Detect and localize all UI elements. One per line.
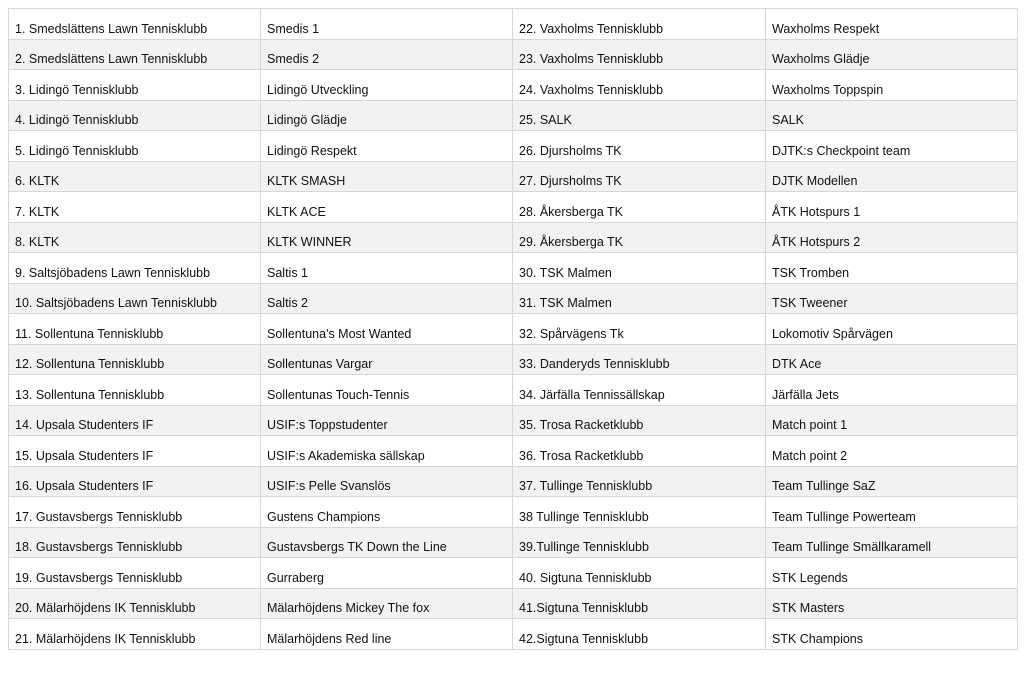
team-cell	[261, 283, 513, 314]
cell-text: USIF:s Toppstudenter	[267, 418, 388, 432]
club-cell	[513, 222, 766, 253]
club-cell	[513, 70, 766, 101]
cell-text: Gustens Champions	[267, 509, 381, 524]
table-row	[9, 619, 1018, 650]
team-cell	[261, 588, 513, 619]
team-cell	[261, 161, 513, 192]
club-cell	[9, 344, 261, 375]
cell-text: 10. Saltsjöbadens Lawn Tennisklubb	[15, 296, 217, 310]
team-cell	[261, 192, 513, 223]
cell-text: 6. KLTK	[15, 174, 60, 188]
cell-text: 2. Smedslättens Lawn Tennisklubb	[15, 52, 208, 66]
cell-text: Järfälla Jets	[772, 387, 839, 402]
table-row	[9, 161, 1018, 192]
team-cell	[766, 466, 1018, 497]
club-cell	[513, 588, 766, 619]
club-cell	[513, 436, 766, 467]
cell-text: 39.Tullinge Tennisklubb	[519, 540, 649, 554]
cell-text: 7. KLTK	[15, 204, 60, 219]
team-cell	[261, 222, 513, 253]
cell-text: Smedis 1	[267, 21, 320, 36]
team-cell	[261, 9, 513, 40]
team-cell	[766, 253, 1018, 284]
cell-text: TSK Tromben	[772, 265, 850, 280]
club-cell	[9, 192, 261, 223]
club-cell	[9, 588, 261, 619]
club-cell	[9, 314, 261, 345]
cell-text: Waxholms Toppspin	[772, 82, 884, 97]
cell-text: Waxholms Respekt	[772, 21, 880, 36]
team-cell	[261, 436, 513, 467]
club-cell	[513, 619, 766, 650]
team-cell	[766, 39, 1018, 70]
cell-text: Saltis 1	[267, 265, 308, 280]
team-cell	[261, 314, 513, 345]
team-cell	[766, 527, 1018, 558]
cell-text: 12. Sollentuna Tennisklubb	[15, 357, 165, 371]
cell-text: USIF:s Akademiska sällskap	[267, 448, 425, 463]
cell-text: Waxholms Glädje	[772, 52, 870, 66]
team-cell	[261, 405, 513, 436]
cell-text: 15. Upsala Studenters IF	[15, 448, 154, 463]
club-cell	[513, 466, 766, 497]
team-cell	[766, 100, 1018, 131]
team-cell	[766, 619, 1018, 650]
cell-text: 3. Lidingö Tennisklubb	[15, 82, 139, 97]
cell-text: Gurraberg	[267, 570, 324, 585]
teams-table-body	[9, 9, 1018, 650]
team-cell	[766, 588, 1018, 619]
cell-text: 36. Trosa Racketklubb	[519, 448, 644, 463]
cell-text: Lidingö Respekt	[267, 143, 357, 158]
club-cell	[513, 9, 766, 40]
team-cell	[766, 131, 1018, 162]
club-cell	[9, 558, 261, 589]
club-cell	[513, 558, 766, 589]
team-cell	[261, 70, 513, 101]
table-row	[9, 466, 1018, 497]
club-cell	[513, 100, 766, 131]
team-cell	[766, 405, 1018, 436]
club-cell	[513, 192, 766, 223]
cell-text: STK Masters	[772, 601, 845, 615]
table-row	[9, 100, 1018, 131]
club-cell	[513, 527, 766, 558]
club-cell	[513, 253, 766, 284]
cell-text: Mälarhöjdens Mickey The fox	[267, 601, 430, 615]
cell-text: Sollentunas Touch-Tennis	[267, 387, 410, 402]
cell-text: 25. SALK	[519, 113, 572, 127]
club-cell	[513, 375, 766, 406]
cell-text: 32. Spårvägens Tk	[519, 326, 624, 341]
cell-text: 19. Gustavsbergs Tennisklubb	[15, 570, 183, 585]
table-row	[9, 405, 1018, 436]
cell-text: 27. Djursholms TK	[519, 174, 622, 188]
cell-text: DJTK Modellen	[772, 174, 858, 188]
table-row	[9, 253, 1018, 284]
club-cell	[513, 314, 766, 345]
cell-text: 14. Upsala Studenters IF	[15, 418, 154, 432]
team-cell	[766, 436, 1018, 467]
club-cell	[513, 283, 766, 314]
cell-text: 1. Smedslättens Lawn Tennisklubb	[15, 21, 208, 36]
cell-text: 40. Sigtuna Tennisklubb	[519, 570, 652, 585]
cell-text: Sollentuna's Most Wanted	[267, 326, 412, 341]
club-cell	[9, 497, 261, 528]
cell-text: 26. Djursholms TK	[519, 143, 622, 158]
cell-text: 22. Vaxholms Tennisklubb	[519, 21, 664, 36]
club-cell	[9, 222, 261, 253]
cell-text: 17. Gustavsbergs Tennisklubb	[15, 509, 183, 524]
club-cell	[513, 405, 766, 436]
table-row	[9, 131, 1018, 162]
club-cell	[9, 9, 261, 40]
club-cell	[9, 466, 261, 497]
table-row	[9, 70, 1018, 101]
club-cell	[513, 344, 766, 375]
team-cell	[766, 314, 1018, 345]
cell-text: 30. TSK Malmen	[519, 265, 612, 280]
cell-text: 13. Sollentuna Tennisklubb	[15, 387, 165, 402]
cell-text: STK Champions	[772, 631, 864, 646]
team-cell	[261, 131, 513, 162]
team-cell	[261, 39, 513, 70]
cell-text: Match point 2	[772, 448, 848, 463]
cell-text: Smedis 2	[267, 52, 320, 66]
cell-text: USIF:s Pelle Svanslös	[267, 479, 391, 493]
table-row	[9, 39, 1018, 70]
team-cell	[766, 161, 1018, 192]
cell-text: 18. Gustavsbergs Tennisklubb	[15, 540, 183, 554]
cell-text: Team Tullinge SaZ	[772, 479, 876, 493]
cell-text: ÅTK Hotspurs 2	[772, 235, 861, 249]
cell-text: Sollentunas Vargar	[267, 357, 373, 371]
cell-text: KLTK ACE	[267, 204, 326, 219]
table-row	[9, 314, 1018, 345]
club-cell	[513, 131, 766, 162]
cell-text: KLTK SMASH	[267, 174, 346, 188]
cell-text: 9. Saltsjöbadens Lawn Tennisklubb	[15, 265, 211, 280]
cell-text: TSK Tweener	[772, 296, 848, 310]
team-cell	[766, 497, 1018, 528]
cell-text: 42.Sigtuna Tennisklubb	[519, 631, 649, 646]
cell-text: Saltis 2	[267, 296, 308, 310]
cell-text: 20. Mälarhöjdens IK Tennisklubb	[15, 601, 196, 615]
club-cell	[513, 161, 766, 192]
cell-text: Team Tullinge Powerteam	[772, 509, 916, 524]
team-cell	[766, 9, 1018, 40]
team-cell	[261, 375, 513, 406]
team-cell	[766, 375, 1018, 406]
cell-text: 33. Danderyds Tennisklubb	[519, 357, 670, 371]
cell-text: 34. Järfälla Tennissällskap	[519, 387, 665, 402]
cell-text: DTK Ace	[772, 357, 822, 371]
table-row	[9, 527, 1018, 558]
cell-text: Match point 1	[772, 418, 848, 432]
cell-text: 31. TSK Malmen	[519, 296, 612, 310]
team-cell	[261, 100, 513, 131]
cell-text: 41.Sigtuna Tennisklubb	[519, 601, 649, 615]
cell-text: Team Tullinge Smällkaramell	[772, 540, 932, 554]
team-cell	[261, 558, 513, 589]
club-cell	[9, 161, 261, 192]
team-cell	[261, 527, 513, 558]
club-cell	[513, 497, 766, 528]
cell-text: 5. Lidingö Tennisklubb	[15, 143, 139, 158]
team-cell	[261, 344, 513, 375]
team-cell	[261, 466, 513, 497]
cell-text: 4. Lidingö Tennisklubb	[15, 113, 139, 127]
cell-text: 16. Upsala Studenters IF	[15, 479, 154, 493]
cell-text: Lokomotiv Spårvägen	[772, 326, 893, 341]
cell-text: 28. Åkersberga TK	[519, 204, 623, 219]
cell-text: SALK	[772, 113, 804, 127]
club-cell	[9, 253, 261, 284]
club-cell	[9, 527, 261, 558]
club-cell	[9, 436, 261, 467]
table-row	[9, 283, 1018, 314]
table-row	[9, 9, 1018, 40]
team-cell	[766, 192, 1018, 223]
table-row	[9, 497, 1018, 528]
cell-text: 38 Tullinge Tennisklubb	[519, 509, 649, 524]
club-cell	[9, 131, 261, 162]
table-row	[9, 344, 1018, 375]
club-cell	[9, 375, 261, 406]
club-cell	[513, 39, 766, 70]
table-row	[9, 192, 1018, 223]
team-cell	[766, 222, 1018, 253]
table-row	[9, 222, 1018, 253]
cell-text: 11. Sollentuna Tennisklubb	[15, 326, 164, 341]
cell-text: 23. Vaxholms Tennisklubb	[519, 52, 664, 66]
cell-text: 29. Åkersberga TK	[519, 235, 623, 249]
club-cell	[9, 283, 261, 314]
cell-text: 24. Vaxholms Tennisklubb	[519, 82, 664, 97]
table-row	[9, 558, 1018, 589]
team-cell	[766, 558, 1018, 589]
team-cell	[261, 497, 513, 528]
table-row	[9, 375, 1018, 406]
club-cell	[9, 619, 261, 650]
cell-text: Mälarhöjdens Red line	[267, 631, 392, 646]
teams-table	[8, 8, 1018, 650]
table-row	[9, 588, 1018, 619]
team-cell	[261, 253, 513, 284]
cell-text: DJTK:s Checkpoint team	[772, 143, 911, 158]
team-cell	[766, 344, 1018, 375]
cell-text: Gustavsbergs TK Down the Line	[267, 540, 447, 554]
club-cell	[9, 70, 261, 101]
cell-text: 37. Tullinge Tennisklubb	[519, 479, 653, 493]
club-cell	[9, 405, 261, 436]
club-cell	[9, 100, 261, 131]
cell-text: 21. Mälarhöjdens IK Tennisklubb	[15, 631, 196, 646]
cell-text: Lidingö Glädje	[267, 113, 347, 127]
cell-text: ÅTK Hotspurs 1	[772, 204, 861, 219]
cell-text: 8. KLTK	[15, 235, 60, 249]
team-cell	[766, 283, 1018, 314]
team-cell	[766, 70, 1018, 101]
cell-text: 35. Trosa Racketklubb	[519, 418, 644, 432]
club-cell	[9, 39, 261, 70]
team-cell	[261, 619, 513, 650]
table-row	[9, 436, 1018, 467]
cell-text: KLTK WINNER	[267, 235, 352, 249]
cell-text: STK Legends	[772, 570, 848, 585]
cell-text: Lidingö Utveckling	[267, 82, 369, 97]
